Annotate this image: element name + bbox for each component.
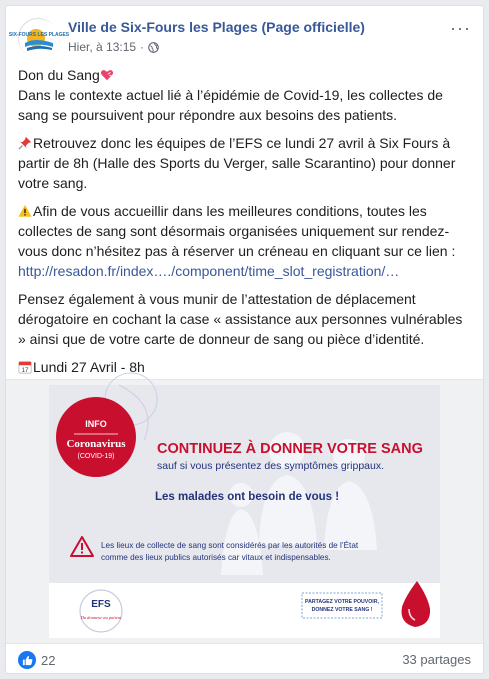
avatar-text: SIX-FOURS LES PLAGES xyxy=(8,32,70,38)
share-badge xyxy=(302,593,382,618)
svg-text:17: 17 xyxy=(21,366,29,374)
date-line xyxy=(18,357,473,377)
covid-label: (COVID-19) xyxy=(77,453,115,460)
banner-emphasis: Les malades ont besoin de vous ! xyxy=(155,491,340,503)
post-footer xyxy=(18,650,471,670)
meta-separator: · xyxy=(140,40,145,54)
paragraph-rdv xyxy=(18,201,473,281)
post-title-line xyxy=(18,65,473,85)
notice-line-2: comme des lieux publics autorisés car vitaux et indispensables. xyxy=(101,553,331,562)
notice-line-1: Les lieux de collecte de sang sont considérés par les autorités de l’État xyxy=(101,541,359,550)
info-label: INFO xyxy=(85,419,107,429)
post-image-container[interactable] xyxy=(6,379,483,644)
paragraph-attestation: Pensez également à vous munir de l’attestation de déplacement dérogatoire en cochant la case « assistance aux personnes vulnérables » ainsi que de votre carte de donneur de sang ou pièce d’identité. xyxy=(18,291,463,347)
banner-headline: CONTINUEZ À DONNER VOTRE SANG xyxy=(157,441,423,457)
paragraph-context: Dans le contexte actuel lié à l’épidémie de Covid-19, les collectes de sang se poursuivent pour répondre aux besoins des patients. xyxy=(18,87,443,123)
post-body xyxy=(18,65,473,397)
coronavirus-label: Coronavirus xyxy=(66,438,126,450)
calendar-emoji-icon xyxy=(18,360,32,374)
like-icon xyxy=(18,651,36,669)
banner-artwork xyxy=(49,385,440,638)
post-header xyxy=(8,16,471,60)
resadon-link[interactable]: http://resadon.fr/index…./component/time_slot_registration/… xyxy=(18,263,400,279)
banner-subline: sauf si vous présentez des symptômes grippaux. xyxy=(157,460,385,472)
shares-count[interactable]: 33 partages xyxy=(402,652,471,667)
share-line-1: PARTAGEZ VOTRE POUVOIR, xyxy=(305,599,379,605)
avatar[interactable] xyxy=(8,18,70,58)
globe-icon[interactable] xyxy=(148,42,159,53)
covid-blood-donation-banner[interactable] xyxy=(49,385,440,638)
efs-logo-icon xyxy=(80,590,123,632)
more-options-icon[interactable]: ··· xyxy=(450,18,471,38)
likes-count: 22 xyxy=(41,652,56,668)
share-line-2: DONNEZ VOTRE SANG ! xyxy=(311,607,373,613)
post-timestamp[interactable]: Hier, à 13:15 xyxy=(68,40,137,54)
page-name-link[interactable]: Ville de Six-Fours les Plages (Page officielle) xyxy=(68,19,365,35)
pushpin-emoji-icon xyxy=(18,136,32,150)
date-line-text: Lundi 27 Avril - 8h xyxy=(33,359,145,375)
post-title: Don du Sang xyxy=(18,67,100,83)
heart-emoji-icon xyxy=(100,68,114,82)
post-meta xyxy=(68,40,159,54)
paragraph-efs-text: Retrouvez donc les équipes de l’EFS ce lundi 27 avril à Six Fours à partir de 8h (Halle des Sports du Verger, salle Scarantino) pour donner votre sang. xyxy=(18,135,456,191)
post-card xyxy=(5,5,484,674)
efs-label: EFS xyxy=(91,599,111,610)
paragraph-efs xyxy=(18,133,473,193)
paragraph-rdv-text: Afin de vous accueillir dans les meilleures conditions, toutes les collectes de sang sont désormais organisées uniquement sur rendez-vous donc n’hésitez pas à réserver un créneau en cliquant sur ce lien : xyxy=(18,203,456,259)
warning-emoji-icon xyxy=(18,204,32,218)
reactions-summary[interactable] xyxy=(18,651,55,669)
city-logo-icon xyxy=(8,19,70,59)
efs-tagline: Du donneur au patient xyxy=(80,615,122,620)
